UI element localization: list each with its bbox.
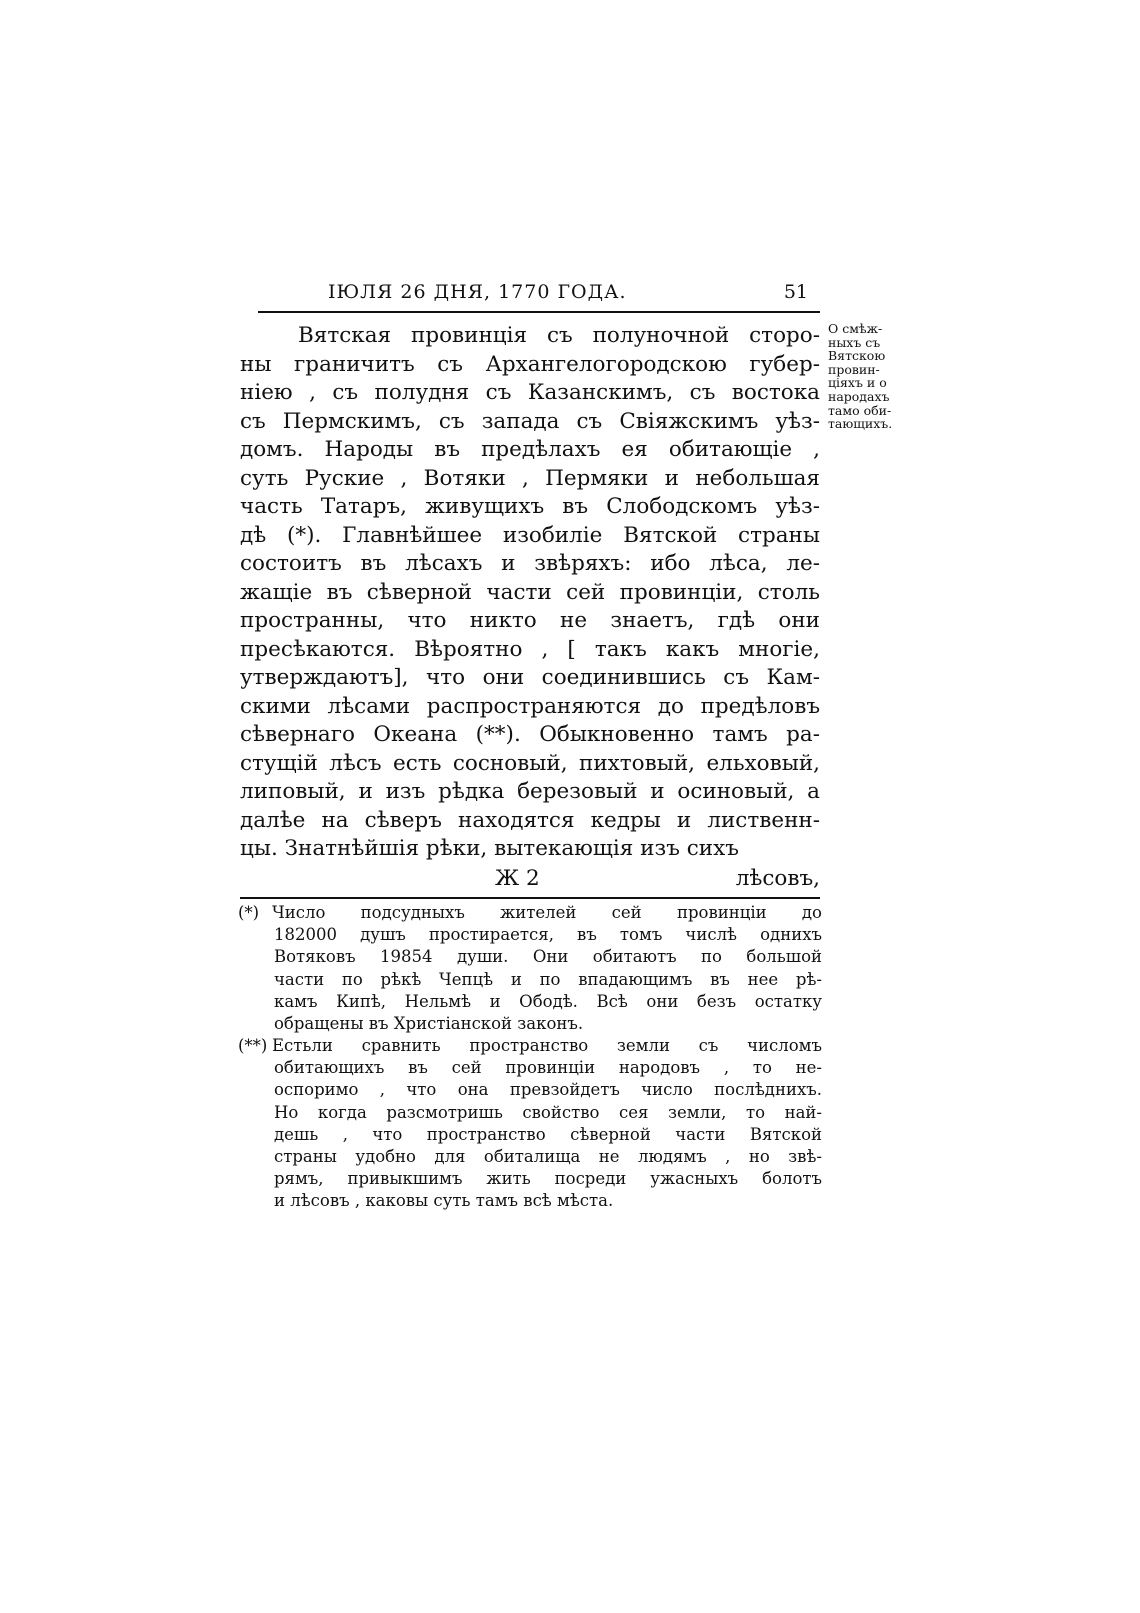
signature-mark: Ж 2 [495, 866, 540, 891]
text-line: жащіе въ сѣверной части сей провинціи, столь [240, 579, 820, 605]
footnote-line: камъ Кипѣ, Нельмѣ и Ободѣ. Всѣ они безъ остатку [274, 991, 822, 1011]
footnote-rule [240, 897, 820, 899]
margin-note-line: тамо оби- [828, 402, 892, 418]
margin-note-line: народахъ [828, 388, 890, 404]
footnote-text: Естьли сравнить пространство земли съ числомъ [272, 1036, 822, 1055]
footnote-line: Вотяковъ 19854 души. Они обитаютъ по большой [274, 947, 822, 967]
text-line: далѣе на сѣверъ находятся кедры и лиственн- [240, 807, 820, 833]
footnote-line: Но когда разсмотришь свойство сея земли, то най- [274, 1102, 822, 1122]
text-line: липовый, и изъ рѣдка березовый и осиновый, а [240, 779, 820, 804]
text-line: часть Татаръ, живущихъ въ Слободскомъ уѣз- [240, 494, 820, 519]
text-line: съ Пермскимъ, съ запада съ Свіяжскимъ уѣз- [240, 408, 820, 434]
footnote-1 [238, 902, 822, 1035]
margin-note-line: тающихъ. [828, 416, 893, 432]
text-line: ны граничитъ съ Архангелогородскою губер- [240, 351, 820, 377]
footnote-line: дешь , что пространство сѣверной части Вятской [274, 1124, 822, 1144]
running-header [258, 281, 820, 311]
text-line: пресѣкаются. Вѣроятно , [ такъ какъ многіе, [240, 636, 820, 662]
margin-note-line: провин- [828, 361, 880, 377]
text-line: ніею , съ полудня съ Казанскимъ, съ востока [240, 380, 820, 405]
text-line: домъ. Народы въ предѣлахъ ея обитающіе , [240, 437, 820, 462]
text-line: скими лѣсами распространяются до предѣловъ [240, 693, 820, 719]
footnote-line [238, 902, 822, 924]
footnote-line: рямъ, привыкшимъ жить посреди ужасныхъ болотъ [274, 1169, 822, 1189]
margin-note-line: ныхъ съ [828, 334, 881, 350]
footnote-line: части по рѣкѣ Чепцѣ и по впадающимъ въ нее рѣ- [274, 969, 822, 989]
margin-note [828, 322, 928, 431]
text-line: состоитъ въ лѣсахъ и звѣряхъ: ибо лѣса, ле- [240, 551, 820, 576]
footnote-line [238, 1035, 822, 1057]
text-line: цы. Знатнѣйшія рѣки, вытекающія изъ сихъ [240, 836, 739, 861]
text-line: дѣ (*). Главнѣйшее изобиліе Вятской страны [240, 522, 820, 548]
text-line: пространны, что никто не знаетъ, гдѣ они [240, 608, 820, 633]
signature-line [240, 866, 820, 896]
footnote-text: Число подсудныхъ жителей сей провинціи до [272, 903, 822, 922]
catchword: лѣсовъ, [735, 866, 820, 891]
running-title: ІЮЛЯ 26 ДНЯ, 1770 ГОДА. [328, 281, 627, 303]
main-text [240, 322, 820, 864]
footnote-line: обитающихъ въ сей провинціи народовъ , то не- [274, 1058, 822, 1078]
footnote-line: оспоримо , что она превзойдетъ число послѣднихъ. [274, 1080, 822, 1100]
page-number: 51 [783, 281, 808, 303]
text-line: сѣвернаго Океана (**). Обыкновенно тамъ ра- [240, 722, 820, 747]
footnote-mark: (*) [238, 903, 260, 922]
margin-note-line: Вятскою [828, 348, 886, 364]
header-rule [258, 311, 820, 313]
margin-note-line: О смѣж- [828, 321, 883, 336]
text-line: стущій лѣсъ есть сосновый, пихтовый, ельховый, [240, 750, 820, 776]
text-line: утверждаютъ], что они соединившись съ Кам- [240, 665, 820, 690]
text-line: Вятская провинція съ полуночной сторо- [298, 323, 820, 348]
footnote-line: страны удобно для обиталища не людямъ , но звѣ- [274, 1146, 822, 1166]
footnote-line: и лѣсовъ , каковы суть тамъ всѣ мѣста. [274, 1191, 614, 1211]
text-line: суть Руские , Вотяки , Пермяки и небольшая [240, 465, 820, 491]
margin-note-line: ціяхъ и о [828, 375, 887, 391]
footnote-mark: (**) [238, 1036, 268, 1055]
footnote-line: 182000 душъ простирается, въ томъ числѣ однихъ [274, 925, 822, 945]
footnote-line: обращены въ Христіанской законъ. [274, 1013, 584, 1033]
footnote-2 [238, 1035, 822, 1213]
